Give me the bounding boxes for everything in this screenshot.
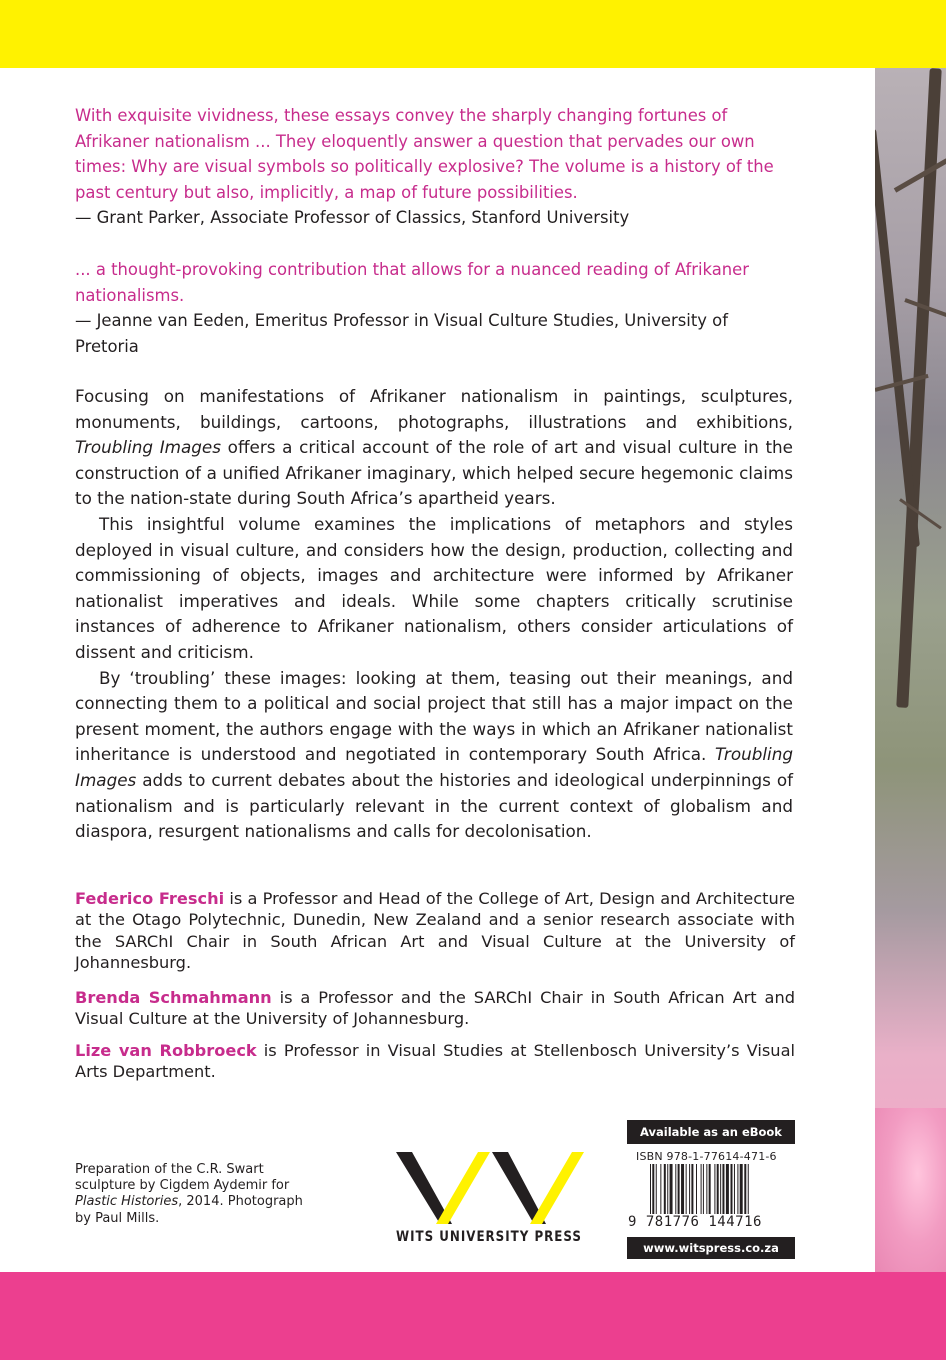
quote-2-attribution: — Jeanne van Eeden, Emeritus Professor in Visual Culture Studies, University of Pretoria (75, 311, 728, 356)
barcode-bar (703, 1164, 704, 1214)
author-bio-van-robbroeck: Lize van Robbroeck is Professor in Visual Studies at Stellenbosch University’s Visual Arts Department. (75, 1041, 795, 1082)
quote-1-text: With exquisite vividness, these essays convey the sharply changing fortunes of Afrikaner nationalism ... They eloquently answer a question that pervades our own times: Why are visual symbols so politically explosive? The volume is a history of the past century but also, implicitly, a map of future possibilities. (75, 106, 774, 202)
top-yellow-band (0, 0, 946, 68)
barcode-digits: 9 781776 144716 (628, 1214, 762, 1230)
blurb-paragraph-1: Focusing on manifestations of Afrikaner nationalism in paintings, sculptures, monuments, buildings, cartoons, photographs, illustrations and exhibitions, Troubling Images offers a critical account of the role of art and visual culture in the construction of a unified Afrikaner imaginary, which helped secure hegemonic claims to the nation-state during South Africa’s apartheid years. (75, 386, 793, 509)
blurb (75, 384, 793, 845)
ebook-badge: Available as an eBook (627, 1120, 795, 1144)
author-name: Brenda Schmahmann (75, 988, 272, 1007)
author-name: Lize van Robbroeck (75, 1041, 257, 1060)
barcode-bar (675, 1164, 676, 1214)
barcode-bar (691, 1164, 693, 1214)
barcode-bar (670, 1164, 673, 1214)
blurb-paragraph-2: This insightful volume examines the implications of metaphors and styles deployed in visual culture, and considers how the design, production, collecting and commissioning of objects, images and architecture were informed by Afrikaner nationalist imperatives and ideals. While some chapters critically scrutinise instances of adherence to Afrikaner nationalism, others consider articulations of dissent and criticism. (75, 513, 793, 662)
barcode-bar (652, 1164, 654, 1214)
barcode-bar (664, 1164, 666, 1214)
cover-photo-strip (875, 68, 946, 1272)
barcode-bar (660, 1164, 661, 1214)
barcode-bar (689, 1164, 690, 1214)
quote-2-text: ... a thought-provoking contribution that allows for a nuanced reading of Afrikaner nationalisms. (75, 260, 749, 305)
barcode-bar (734, 1164, 735, 1214)
barcode-bar (696, 1164, 697, 1214)
author-bio-schmahmann: Brenda Schmahmann is a Professor and the SARChI Chair in South African Art and Visual Culture at the University of Johannesburg. (75, 988, 796, 1029)
barcode-bar (706, 1164, 707, 1214)
barcode-bar (701, 1164, 702, 1214)
barcode-bar (714, 1164, 715, 1214)
barcode-bar (709, 1164, 711, 1214)
barcode (650, 1164, 784, 1214)
bottom-pink-band (0, 1272, 946, 1360)
barcode-bar (740, 1164, 743, 1214)
author-name: Federico Freschi (75, 889, 225, 908)
author-bio-freschi: Federico Freschi is a Professor and Head of the College of Art, Design and Architecture at the Otago Polytechnic, Dunedin, New Zealand and a senior research associate with the SARChI Chair in South African Art and Visual Culture at the University of Johannesburg. (75, 889, 795, 972)
barcode-bar (744, 1164, 746, 1214)
publisher-name: WITS UNIVERSITY PRESS (396, 1229, 582, 1245)
quote-1-attribution: — Grant Parker, Associate Professor of Classics, Stanford University (75, 208, 630, 227)
website-url: www.witspress.co.za (627, 1237, 795, 1259)
barcode-bar (737, 1164, 738, 1214)
barcode-bar (678, 1164, 680, 1214)
barcode-bar (731, 1164, 733, 1214)
blurb-paragraph-3: By ‘troubling’ these images: looking at them, teasing out their meanings, and connecting them to a political and social project that still has a major impact on the present moment, the authors engage with the ways in which an Afrikaner nationalist inheritance is understood and negotiated in contemporary South Africa. Troubling Images adds to current debates about the histories and ideological underpinnings of nationalism and is particularly relevant in the current context of globalism and diaspora, resurgent nationalisms and calls for decolonisation. (75, 667, 793, 842)
barcode-bar (717, 1164, 719, 1214)
barcode-bar (656, 1164, 657, 1214)
barcode-bar (748, 1164, 749, 1214)
isbn-label: ISBN 978-1-77614-471-6 (636, 1150, 777, 1163)
barcode-bar (667, 1164, 668, 1214)
photo-caption: Preparation of the C.R. Swart sculpture by Cigdem Aydemir for Plastic Histories, 2014. Photograph by Paul Mills. (75, 1162, 303, 1226)
barcode-bar (650, 1164, 651, 1214)
barcode-bar (686, 1164, 687, 1214)
barcode-bar (722, 1164, 724, 1214)
barcode-bar (726, 1164, 729, 1214)
barcode-bar (720, 1164, 721, 1214)
barcode-bar (681, 1164, 684, 1214)
